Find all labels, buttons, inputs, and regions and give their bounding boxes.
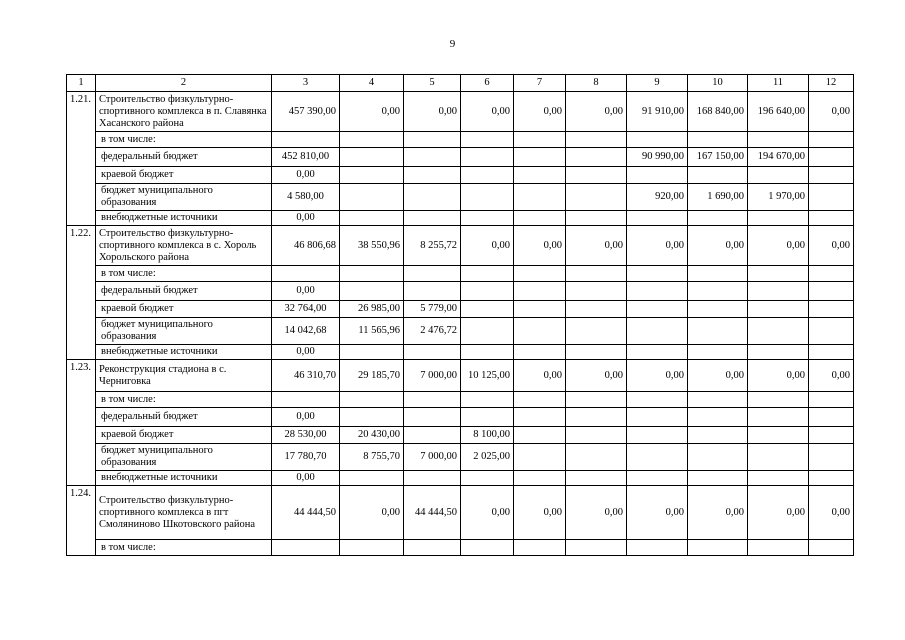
column-header: 10	[688, 75, 748, 92]
value-cell	[748, 282, 809, 301]
value-cell	[404, 211, 461, 226]
value-cell	[688, 427, 748, 444]
value-cell	[688, 444, 748, 471]
value-cell	[809, 540, 854, 556]
value-cell	[748, 392, 809, 408]
total-cell: 0,00	[566, 360, 627, 392]
value-cell	[566, 427, 627, 444]
value-cell	[566, 345, 627, 360]
value-cell	[809, 301, 854, 318]
value-cell	[272, 540, 340, 556]
total-cell: 0,00	[809, 360, 854, 392]
sub-row-regional	[67, 301, 854, 318]
value-cell: 20 430,00	[340, 427, 404, 444]
value-cell	[627, 211, 688, 226]
sub-row-label: внебюджетные источники	[96, 471, 272, 486]
value-cell: 26 985,00	[340, 301, 404, 318]
value-cell	[461, 540, 514, 556]
value-cell	[688, 318, 748, 345]
value-cell	[688, 132, 748, 148]
value-cell	[748, 211, 809, 226]
value-cell	[340, 471, 404, 486]
value-cell	[514, 471, 566, 486]
sub-row-extra	[67, 345, 854, 360]
value-cell	[748, 427, 809, 444]
column-header: 7	[514, 75, 566, 92]
value-cell	[404, 184, 461, 211]
total-cell: 0,00	[627, 486, 688, 540]
value-cell	[688, 408, 748, 427]
value-cell	[566, 444, 627, 471]
value-cell	[809, 408, 854, 427]
value-cell	[461, 471, 514, 486]
total-cell: 46 806,68	[272, 226, 340, 266]
sub-row-federal	[67, 148, 854, 167]
total-cell: 0,00	[627, 360, 688, 392]
value-cell: 0,00	[272, 345, 340, 360]
value-cell	[404, 540, 461, 556]
page-number: 9	[449, 38, 456, 50]
column-header: 11	[748, 75, 809, 92]
value-cell: 90 990,00	[627, 148, 688, 167]
value-cell	[688, 167, 748, 184]
project-name: Реконструкция стадиона в с. Черниговка	[96, 360, 272, 392]
value-cell: 4 580,00	[272, 184, 340, 211]
value-cell	[340, 132, 404, 148]
total-cell: 0,00	[340, 92, 404, 132]
value-cell	[627, 318, 688, 345]
sub-row-label: в том числе:	[96, 266, 272, 282]
total-cell: 0,00	[748, 486, 809, 540]
value-cell	[514, 444, 566, 471]
value-cell	[688, 266, 748, 282]
value-cell	[748, 408, 809, 427]
column-header: 8	[566, 75, 627, 92]
total-cell: 10 125,00	[461, 360, 514, 392]
sub-row-label: бюджет муниципального образования	[96, 184, 272, 211]
value-cell	[404, 345, 461, 360]
value-cell	[688, 211, 748, 226]
column-header: 6	[461, 75, 514, 92]
total-cell: 0,00	[566, 226, 627, 266]
value-cell	[404, 282, 461, 301]
sub-row-including	[67, 392, 854, 408]
project-name: Строительство физкультурно-спортивного комплекса в п. Славянка Хасанского района	[96, 92, 272, 132]
sub-row-label: бюджет муниципального образования	[96, 318, 272, 345]
value-cell	[566, 392, 627, 408]
sub-row-label: внебюджетные источники	[96, 345, 272, 360]
value-cell	[514, 132, 566, 148]
value-cell	[272, 132, 340, 148]
value-cell	[627, 266, 688, 282]
value-cell	[461, 392, 514, 408]
column-header: 1	[67, 75, 96, 92]
sub-row-label: в том числе:	[96, 132, 272, 148]
value-cell	[688, 540, 748, 556]
sub-row-label: федеральный бюджет	[96, 282, 272, 301]
total-cell: 0,00	[566, 92, 627, 132]
value-cell	[566, 167, 627, 184]
value-cell	[461, 132, 514, 148]
value-cell: 0,00	[272, 471, 340, 486]
value-cell	[404, 392, 461, 408]
total-cell: 0,00	[809, 226, 854, 266]
total-cell: 0,00	[688, 226, 748, 266]
value-cell	[809, 211, 854, 226]
value-cell	[461, 211, 514, 226]
total-cell: 0,00	[461, 92, 514, 132]
value-cell	[340, 148, 404, 167]
sub-row-municipal	[67, 318, 854, 345]
value-cell	[748, 318, 809, 345]
total-cell: 168 840,00	[688, 92, 748, 132]
value-cell	[404, 471, 461, 486]
value-cell	[461, 148, 514, 167]
total-cell: 0,00	[748, 226, 809, 266]
value-cell	[809, 167, 854, 184]
value-cell	[809, 132, 854, 148]
value-cell	[461, 318, 514, 345]
value-cell: 0,00	[272, 282, 340, 301]
value-cell	[461, 282, 514, 301]
row-index: 1.23.	[67, 360, 96, 486]
value-cell	[748, 540, 809, 556]
value-cell	[340, 392, 404, 408]
value-cell	[514, 392, 566, 408]
value-cell	[627, 167, 688, 184]
value-cell	[514, 184, 566, 211]
value-cell: 8 755,70	[340, 444, 404, 471]
value-cell: 2 025,00	[461, 444, 514, 471]
value-cell	[688, 301, 748, 318]
total-cell: 0,00	[688, 360, 748, 392]
sub-row-label: в том числе:	[96, 540, 272, 556]
value-cell	[566, 471, 627, 486]
value-cell	[809, 444, 854, 471]
value-cell	[627, 345, 688, 360]
value-cell	[340, 408, 404, 427]
total-cell: 0,00	[514, 360, 566, 392]
value-cell	[514, 211, 566, 226]
row-index: 1.22.	[67, 226, 96, 360]
value-cell	[272, 266, 340, 282]
value-cell	[340, 282, 404, 301]
value-cell	[340, 266, 404, 282]
total-cell: 0,00	[514, 226, 566, 266]
value-cell	[566, 211, 627, 226]
total-cell: 0,00	[340, 486, 404, 540]
value-cell: 17 780,70	[272, 444, 340, 471]
value-cell	[340, 211, 404, 226]
sub-row-federal	[67, 408, 854, 427]
value-cell	[809, 318, 854, 345]
value-cell	[748, 266, 809, 282]
row-index: 1.21.	[67, 92, 96, 226]
value-cell	[809, 392, 854, 408]
value-cell	[461, 184, 514, 211]
column-header: 9	[627, 75, 688, 92]
value-cell	[272, 392, 340, 408]
value-cell	[461, 266, 514, 282]
table-row	[67, 226, 854, 266]
total-cell: 196 640,00	[748, 92, 809, 132]
project-name: Строительство физкультурно-спортивного комплекса в пгт Смоляниново Шкотовского района	[96, 486, 272, 540]
value-cell	[566, 148, 627, 167]
value-cell	[627, 444, 688, 471]
table-row	[67, 92, 854, 132]
total-cell: 0,00	[809, 92, 854, 132]
value-cell: 0,00	[272, 167, 340, 184]
header-row	[67, 75, 854, 92]
sub-row-extra	[67, 211, 854, 226]
value-cell	[566, 266, 627, 282]
value-cell: 1 690,00	[688, 184, 748, 211]
value-cell	[566, 540, 627, 556]
value-cell	[566, 282, 627, 301]
value-cell: 14 042,68	[272, 318, 340, 345]
value-cell	[566, 408, 627, 427]
value-cell	[514, 427, 566, 444]
value-cell	[688, 392, 748, 408]
sub-row-municipal	[67, 184, 854, 211]
value-cell	[461, 301, 514, 318]
sub-row-federal	[67, 282, 854, 301]
value-cell: 167 150,00	[688, 148, 748, 167]
value-cell	[627, 408, 688, 427]
value-cell	[809, 427, 854, 444]
sub-row-regional	[67, 427, 854, 444]
value-cell	[340, 540, 404, 556]
table-row	[67, 360, 854, 392]
value-cell	[340, 184, 404, 211]
value-cell	[514, 408, 566, 427]
sub-row-label: краевой бюджет	[96, 301, 272, 318]
total-cell: 0,00	[809, 486, 854, 540]
sub-row-label: в том числе:	[96, 392, 272, 408]
total-cell: 0,00	[514, 486, 566, 540]
value-cell: 194 670,00	[748, 148, 809, 167]
value-cell	[404, 427, 461, 444]
sub-row-including	[67, 540, 854, 556]
value-cell	[627, 282, 688, 301]
column-header: 12	[809, 75, 854, 92]
value-cell	[566, 301, 627, 318]
column-header: 4	[340, 75, 404, 92]
sub-row-extra	[67, 471, 854, 486]
column-header: 2	[96, 75, 272, 92]
value-cell	[627, 301, 688, 318]
value-cell	[688, 345, 748, 360]
value-cell: 0,00	[272, 211, 340, 226]
value-cell	[514, 266, 566, 282]
sub-row-including	[67, 266, 854, 282]
value-cell	[809, 345, 854, 360]
value-cell	[627, 540, 688, 556]
value-cell: 32 764,00	[272, 301, 340, 318]
value-cell	[688, 471, 748, 486]
value-cell	[809, 184, 854, 211]
value-cell	[404, 132, 461, 148]
total-cell: 0,00	[461, 486, 514, 540]
value-cell	[404, 266, 461, 282]
column-header: 5	[404, 75, 461, 92]
value-cell	[340, 345, 404, 360]
value-cell	[748, 301, 809, 318]
value-cell	[514, 318, 566, 345]
value-cell	[404, 148, 461, 167]
total-cell: 0,00	[461, 226, 514, 266]
sub-row-label: краевой бюджет	[96, 167, 272, 184]
value-cell	[514, 301, 566, 318]
value-cell	[748, 132, 809, 148]
total-cell: 44 444,50	[404, 486, 461, 540]
value-cell	[514, 282, 566, 301]
value-cell	[514, 540, 566, 556]
value-cell	[627, 427, 688, 444]
total-cell: 91 910,00	[627, 92, 688, 132]
sub-row-including	[67, 132, 854, 148]
sub-row-label: бюджет муниципального образования	[96, 444, 272, 471]
sub-row-label: внебюджетные источники	[96, 211, 272, 226]
total-cell: 0,00	[514, 92, 566, 132]
sub-row-label: федеральный бюджет	[96, 408, 272, 427]
row-index: 1.24.	[67, 486, 96, 556]
value-cell	[461, 345, 514, 360]
value-cell	[566, 318, 627, 345]
value-cell: 28 530,00	[272, 427, 340, 444]
value-cell	[461, 167, 514, 184]
value-cell	[404, 167, 461, 184]
value-cell	[404, 408, 461, 427]
total-cell: 0,00	[404, 92, 461, 132]
value-cell	[514, 167, 566, 184]
value-cell	[566, 132, 627, 148]
value-cell: 2 476,72	[404, 318, 461, 345]
total-cell: 7 000,00	[404, 360, 461, 392]
total-cell: 46 310,70	[272, 360, 340, 392]
sub-row-label: краевой бюджет	[96, 427, 272, 444]
total-cell: 0,00	[748, 360, 809, 392]
value-cell	[748, 345, 809, 360]
sub-row-label: федеральный бюджет	[96, 148, 272, 167]
value-cell	[809, 148, 854, 167]
value-cell	[627, 132, 688, 148]
value-cell	[809, 282, 854, 301]
value-cell	[748, 167, 809, 184]
value-cell	[809, 471, 854, 486]
value-cell: 1 970,00	[748, 184, 809, 211]
value-cell	[748, 471, 809, 486]
value-cell	[627, 471, 688, 486]
value-cell: 452 810,00	[272, 148, 340, 167]
value-cell: 11 565,96	[340, 318, 404, 345]
table-row	[67, 486, 854, 540]
value-cell: 920,00	[627, 184, 688, 211]
value-cell	[748, 444, 809, 471]
value-cell	[566, 184, 627, 211]
total-cell: 0,00	[566, 486, 627, 540]
value-cell: 8 100,00	[461, 427, 514, 444]
value-cell	[688, 282, 748, 301]
total-cell: 29 185,70	[340, 360, 404, 392]
value-cell: 5 779,00	[404, 301, 461, 318]
total-cell: 44 444,50	[272, 486, 340, 540]
sub-row-municipal	[67, 444, 854, 471]
value-cell: 0,00	[272, 408, 340, 427]
budget-table	[66, 74, 854, 556]
sub-row-regional	[67, 167, 854, 184]
value-cell	[514, 345, 566, 360]
value-cell	[627, 392, 688, 408]
value-cell	[461, 408, 514, 427]
total-cell: 0,00	[627, 226, 688, 266]
value-cell	[809, 266, 854, 282]
value-cell	[340, 167, 404, 184]
project-name: Строительство физкультурно-спортивного комплекса в с. Хороль Хорольского района	[96, 226, 272, 266]
total-cell: 0,00	[688, 486, 748, 540]
total-cell: 8 255,72	[404, 226, 461, 266]
column-header: 3	[272, 75, 340, 92]
value-cell: 7 000,00	[404, 444, 461, 471]
value-cell	[514, 148, 566, 167]
total-cell: 38 550,96	[340, 226, 404, 266]
total-cell: 457 390,00	[272, 92, 340, 132]
